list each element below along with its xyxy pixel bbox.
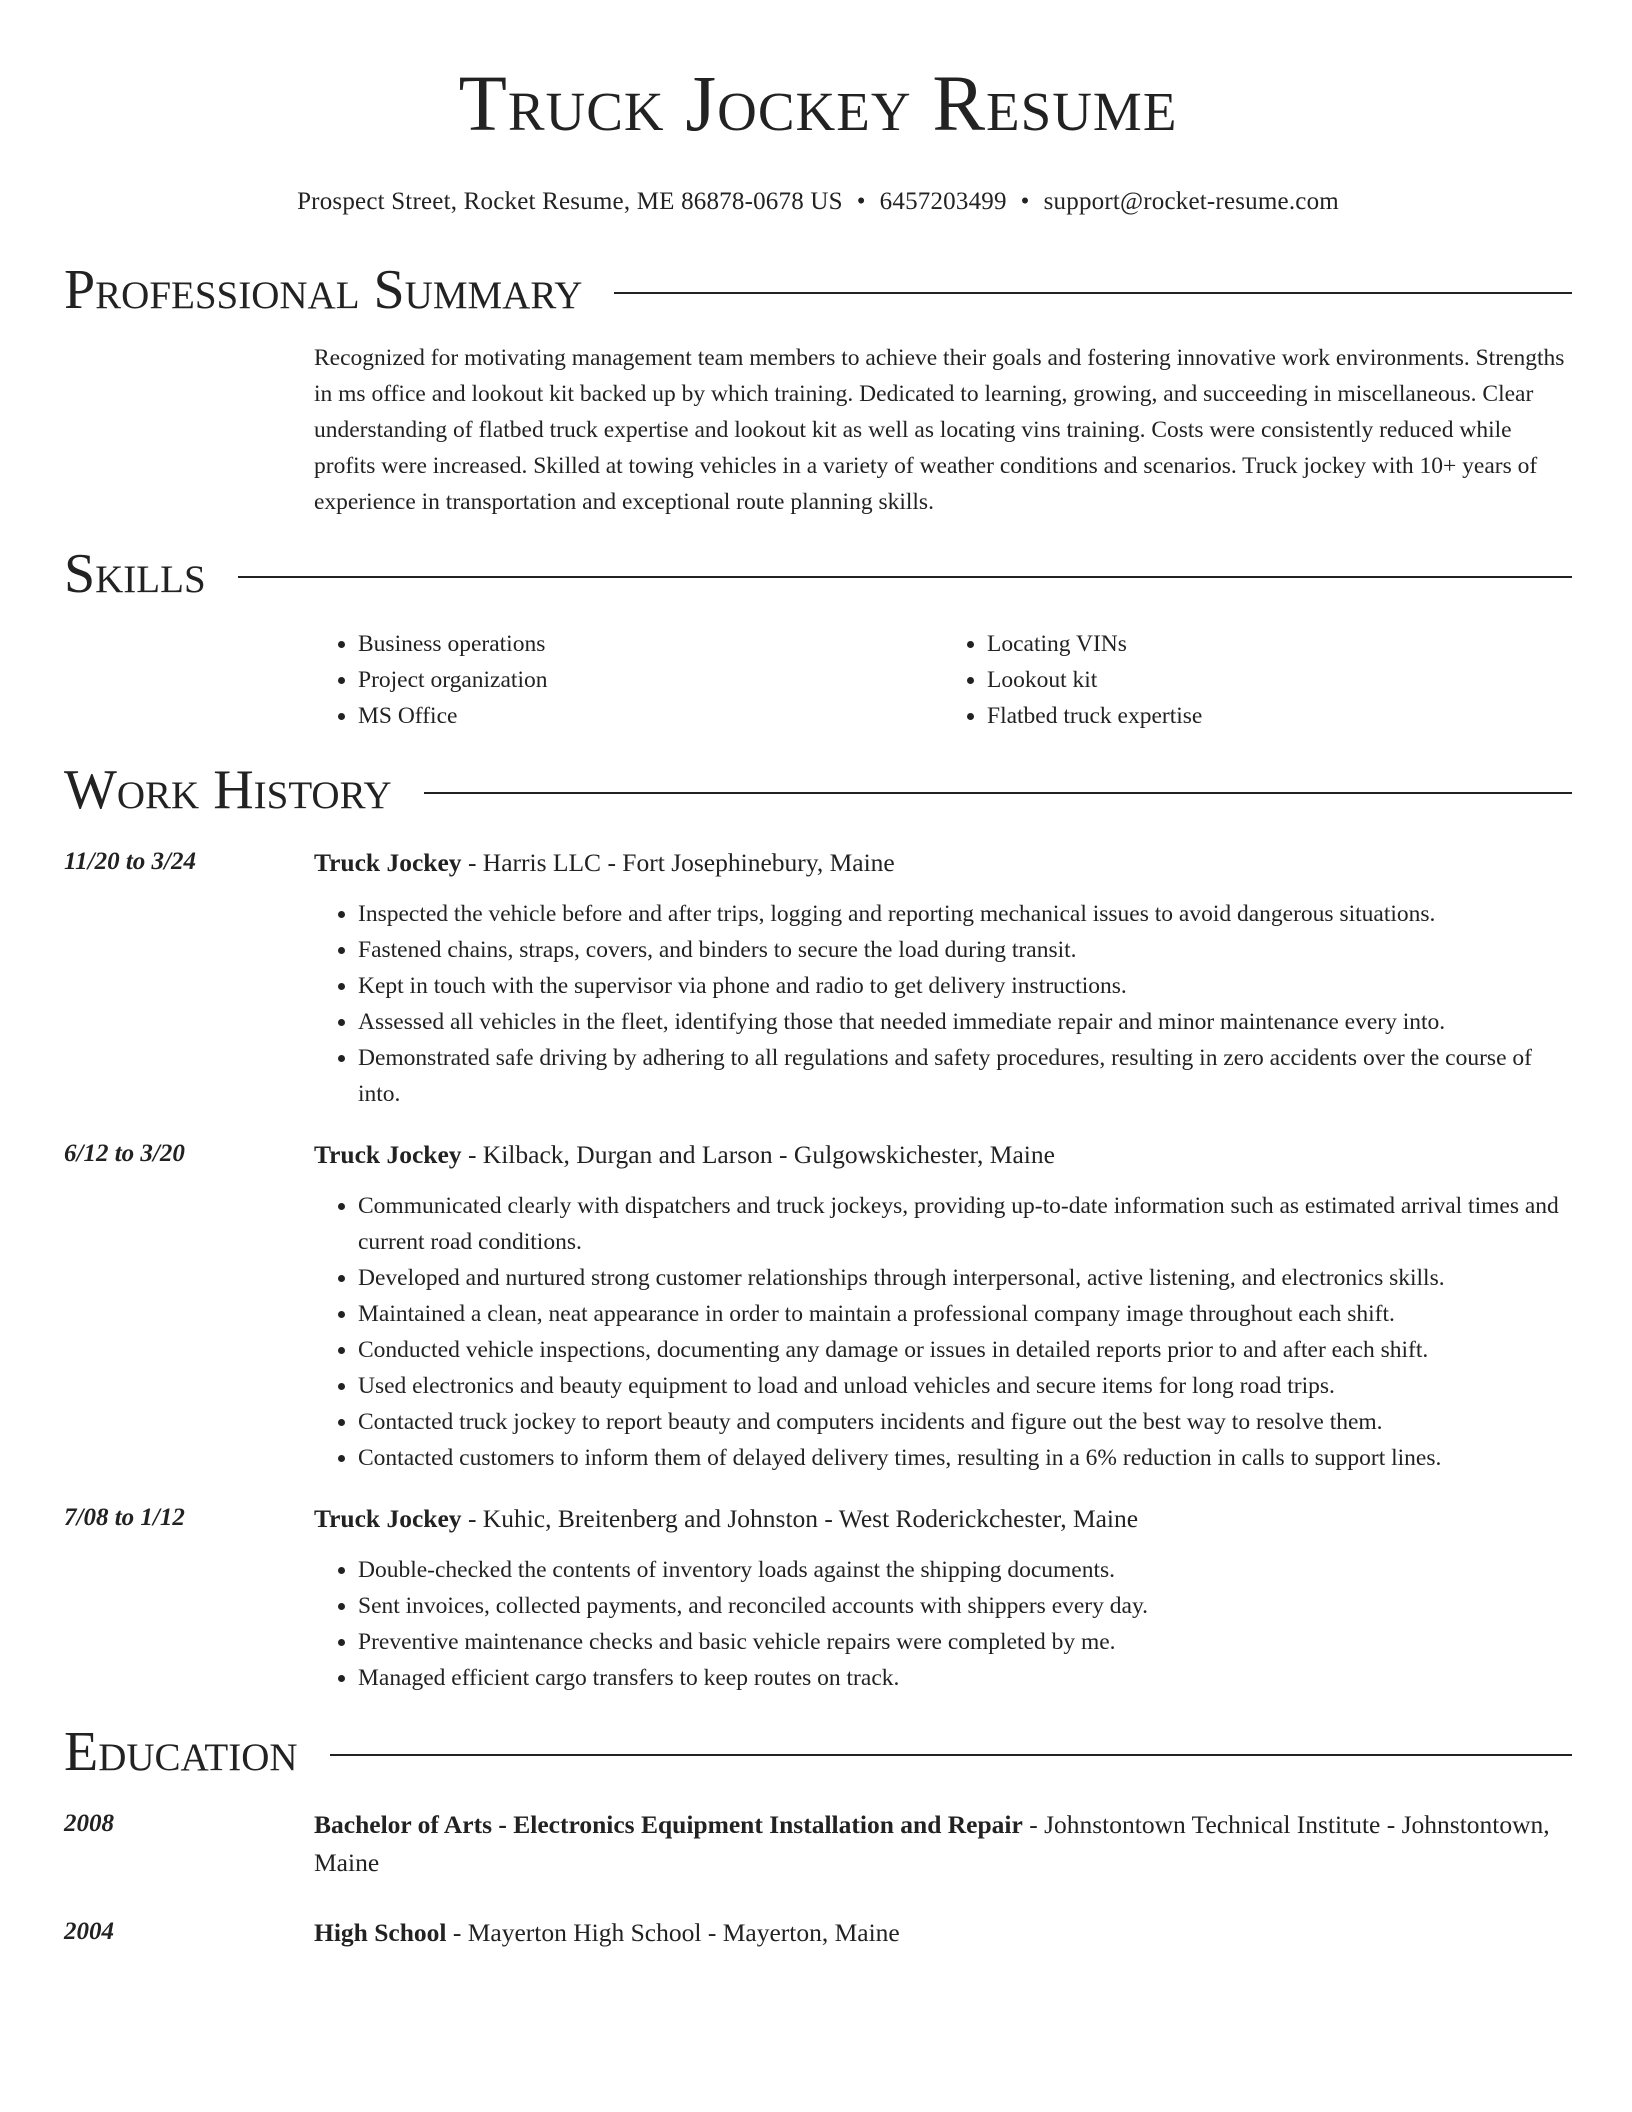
job-bullets [314,896,1572,1112]
education-details: - Mayerton High School - Mayerton, Maine [446,1918,900,1947]
skills-columns [314,626,1572,734]
job-heading [314,1136,1572,1174]
section-divider [330,1754,1572,1756]
skill-item: • Flatbed truck expertise [987,698,1572,734]
job-bullet: • Contacted customers to inform them of delayed delivery times, resulting in a 6% reduction in calls to support lines. [358,1440,1572,1476]
section-divider [614,292,1572,294]
skills-heading: Skills [64,543,206,605]
skill-item: • Business operations [358,626,943,662]
education-heading: Education [64,1721,298,1783]
job-entry [64,1136,1572,1476]
job-bullets [314,1188,1572,1476]
job-bullet: • Conducted vehicle inspections, documenting any damage or issues in detailed reports prior to and after each shift. [358,1332,1572,1368]
education-list [64,1806,1572,1952]
work-history-list [64,844,1572,1696]
education-body [314,1914,1572,1952]
education-degree: Bachelor of Arts - Electronics Equipment Installation and Repair [314,1810,1023,1839]
education-entry [64,1914,1572,1952]
job-bullet: • Maintained a clean, neat appearance in order to maintain a professional company image throughout each shift. [358,1296,1572,1332]
skills-list-right [943,626,1572,734]
job-details: - Harris LLC - Fort Josephinebury, Maine [461,848,895,877]
job-bullet: • Kept in touch with the supervisor via phone and radio to get delivery instructions. [358,968,1572,1004]
skill-item: • Locating VINs [987,626,1572,662]
job-heading [314,844,1572,882]
job-bullet: • Communicated clearly with dispatchers and truck jockeys, providing up-to-date information such as estimated arrival times and current road conditions. [358,1188,1572,1260]
contact-phone: 6457203499 [879,188,1007,215]
job-body [314,844,1572,1112]
section-header [64,760,1572,820]
job-bullets [314,1552,1572,1696]
section-header [64,1722,1572,1782]
section-divider [424,792,1572,794]
job-entry [64,844,1572,1112]
education-year: 2008 [64,1810,114,1837]
job-bullet: • Demonstrated safe driving by adhering to all regulations and safety procedures, resulting in zero accidents over the course of into. [358,1040,1572,1112]
job-dates: 6/12 to 3/20 [64,1140,185,1167]
job-bullet: • Fastened chains, straps, covers, and binders to secure the load during transit. [358,932,1572,968]
skill-item: • Project organization [358,662,943,698]
job-bullet: • Assessed all vehicles in the fleet, identifying those that needed immediate repair and minor maintenance every into. [358,1004,1572,1040]
section-header [64,544,1572,604]
job-body [314,1500,1572,1696]
job-title: Truck Jockey [314,1504,462,1533]
education-year: 2004 [64,1918,114,1945]
job-bullet: • Contacted truck jockey to report beauty and computers incidents and figure out the best way to resolve them. [358,1404,1572,1440]
work-history-section [64,760,1572,1696]
job-bullet: • Inspected the vehicle before and after trips, logging and reporting mechanical issues to avoid dangerous situations. [358,896,1572,932]
resume-title: Truck Jockey Resume [458,61,1178,148]
job-details: - Kilback, Durgan and Larson - Gulgowskichester, Maine [461,1140,1055,1169]
job-title: Truck Jockey [314,848,462,877]
education-heading-line [314,1914,1572,1952]
skill-item: • MS Office [358,698,943,734]
education-details: - Johnstontown Technical Institute - Johnstontown, Maine [314,1810,1550,1877]
job-dates: 7/08 to 1/12 [64,1504,185,1531]
summary-heading: Professional Summary [64,259,583,321]
job-body [314,1136,1572,1476]
skills-section [64,544,1572,734]
job-entry [64,1500,1572,1696]
job-title: Truck Jockey [314,1140,462,1169]
job-bullet: • Used electronics and beauty equipment to load and unload vehicles and secure items for long road trips. [358,1368,1572,1404]
section-header [64,260,1572,320]
job-bullet: • Sent invoices, collected payments, and reconciled accounts with shippers every day. [358,1588,1572,1624]
education-entry [64,1806,1572,1882]
job-bullet: • Managed efficient cargo transfers to keep routes on track. [358,1660,1572,1696]
job-bullet: • Double-checked the contents of inventory loads against the shipping documents. [358,1552,1572,1588]
section-divider [238,576,1572,578]
separator-dot: • [1020,188,1030,215]
summary-section [64,260,1572,520]
education-section [64,1722,1572,1952]
contact-line [64,188,1572,216]
job-bullet: • Developed and nurtured strong customer relationships through interpersonal, active listening, and electronics skills. [358,1260,1572,1296]
contact-email: support@rocket-resume.com [1043,188,1339,215]
job-dates: 11/20 to 3/24 [64,848,196,875]
job-details: - Kuhic, Breitenberg and Johnston - West Roderickchester, Maine [461,1504,1139,1533]
contact-address: Prospect Street, Rocket Resume, ME 86878-0678 US [297,188,843,215]
education-heading-line [314,1806,1572,1882]
job-heading [314,1500,1572,1538]
summary-text: Recognized for motivating management team members to achieve their goals and fostering innovative work environments. Strengths in ms office and lookout kit backed up by which training. Dedicated to learning, growing, and succeeding in miscellaneous. Clear understanding of flatbed truck expertise and lookout kit as well as locating vins training. Costs were consistently reduced while profits were increased. Skilled at towing vehicles in a variety of weather conditions and scenarios. Truck jockey with 10+ years of experience in transportation and exceptional route planning skills. [314,345,1565,515]
work-history-heading: Work History [64,759,392,821]
skill-item: • Lookout kit [987,662,1572,698]
education-body [314,1806,1572,1882]
job-bullet: • Preventive maintenance checks and basic vehicle repairs were completed by me. [358,1624,1572,1660]
separator-dot: • [856,188,866,215]
education-degree: High School [314,1918,447,1947]
skills-list-left [314,626,943,734]
